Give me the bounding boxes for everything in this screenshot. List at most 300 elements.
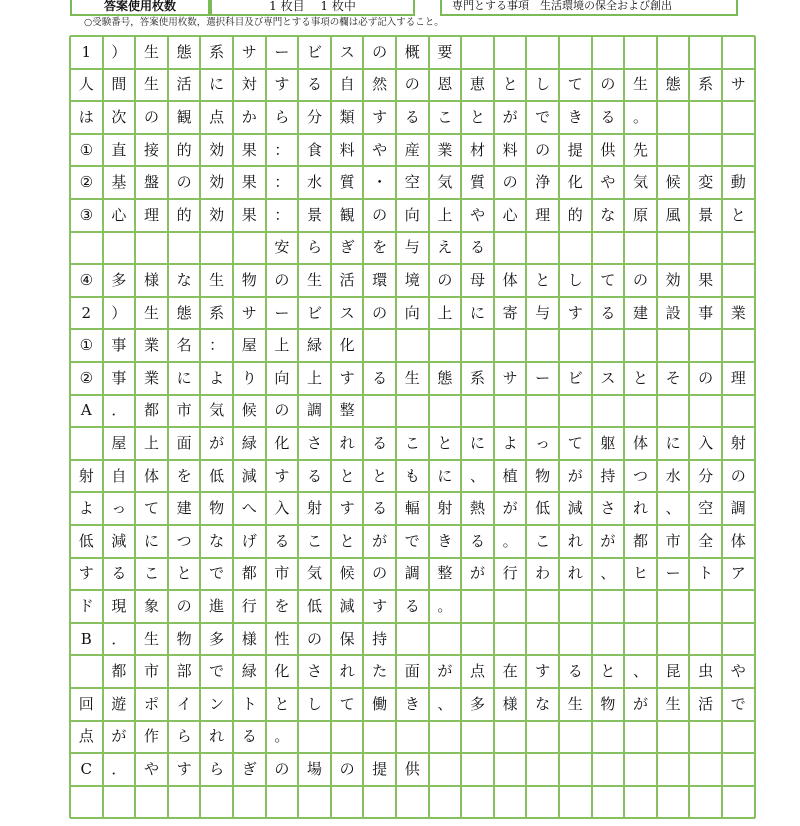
grid-cell-char: る [306,466,322,485]
grid-cell-char: 、 [469,466,485,485]
grid-cell-char: 減 [339,596,355,615]
grid-cell-char: 働 [372,694,388,713]
grid-cell-char: れ [567,564,583,583]
grid-cell-char: 上 [437,303,453,322]
grid-cell-char: と [730,205,746,224]
grid-cell-char: ー [665,564,681,583]
grid-cell-char: ら [306,238,322,257]
grid-cell-char: ト [698,564,714,583]
grid-cell-char: 系 [469,368,485,387]
grid-cell-char: 果 [241,140,257,159]
grid-cell-char: ④ [79,270,94,289]
grid-cell-char: の [176,596,192,615]
grid-cell-char: 屋 [241,336,257,355]
grid-cell-char: 効 [209,173,225,192]
grid-cell-char: 1 [81,42,92,61]
grid-cell-char: 緑 [241,662,257,681]
grid-cell-char: 浄 [535,173,551,192]
grid-cell-char: サ [730,75,746,94]
grid-cell-char: 行 [502,564,518,583]
grid-cell-char: ． [111,759,127,778]
grid-cell-char: 都 [111,662,127,681]
grid-cell-char: 回 [78,694,94,713]
grid-cell-char: と [437,433,453,452]
grid-cell-char: す [274,466,290,485]
grid-cell-char: っ [535,433,551,452]
grid-cell-char: 業 [143,368,159,387]
answer-sheet-header [0,0,800,32]
grid-cell-char: 低 [209,466,225,485]
grid-cell-char: 気 [437,173,453,192]
grid-cell-char: 心 [111,205,127,224]
grid-cell-char: が [632,694,648,713]
grid-cell-char: 候 [665,173,681,192]
grid-cell-char: 産 [404,140,420,159]
grid-cell-char: 効 [209,205,225,224]
grid-cell-char: ト [241,694,257,713]
grid-cell-char: 全 [698,531,714,550]
grid-cell-char: 熱 [469,499,485,518]
grid-cell-char: 調 [306,401,322,420]
grid-cell-char: 緑 [306,336,322,355]
grid-cell-char: ン [209,694,225,713]
grid-cell-char: や [372,140,388,159]
grid-cell-char: の [372,564,388,583]
grid-cell-char: 類 [339,107,355,126]
grid-cell-char: わ [535,564,551,583]
grid-cell-char: 基 [111,173,127,192]
grid-cell-char: る [111,564,127,583]
grid-cell-char: ス [339,42,355,61]
grid-cell-char: 現 [111,596,127,615]
grid-cell-char: 植 [502,466,518,485]
grid-cell-char: 持 [600,466,616,485]
grid-cell-char: 都 [241,564,257,583]
grid-cell-char: サ [502,368,518,387]
grid-cell-char: 射 [437,499,453,518]
grid-cell-char: 供 [600,140,616,159]
grid-cell-char: す [339,368,355,387]
grid-cell-char: を [274,596,290,615]
grid-cell-char: ら [209,759,225,778]
grid-cell-char: こ [437,107,453,126]
grid-cell-char: 射 [730,433,746,452]
grid-cell-char: が [111,727,127,746]
grid-cell-char: 安 [274,238,290,257]
grid-cell-char: 直 [111,140,127,159]
grid-cell-char: 物 [176,629,192,648]
grid-cell-char: 多 [209,629,225,648]
grid-cell-char: す [274,75,290,94]
grid-cell-char: ： [274,140,290,159]
grid-cell-char: ： [274,173,290,192]
grid-cell-char: が [209,433,225,452]
grid-cell-char: 的 [567,205,583,224]
grid-cell-char: 作 [143,727,159,746]
grid-cell-char: す [372,107,388,126]
grid-cell-char: 体 [502,270,518,289]
grid-cell-char: A [80,401,92,420]
grid-cell-char: 物 [209,499,225,518]
grid-cell-char: ： [274,205,290,224]
grid-cell-char: に [469,303,485,322]
grid-cell-char: 減 [241,466,257,485]
grid-cell-char: ア [730,564,746,583]
grid-cell-char: 態 [665,75,681,94]
grid-cell-char: っ [111,499,127,518]
grid-cell-char: を [176,466,192,485]
grid-cell-char: 概 [404,42,420,61]
grid-cell-char: 空 [404,173,420,192]
grid-cell-char: 態 [176,303,192,322]
grid-cell-char: る [241,727,257,746]
grid-cell-char: が [567,466,583,485]
grid-cell-char: も [404,466,420,485]
grid-cell-char: ② [79,173,94,192]
grid-cell-char: 活 [698,694,714,713]
grid-cell-char: へ [241,499,257,518]
grid-cell-char: ① [79,140,94,159]
grid-cell-char: 向 [274,368,290,387]
grid-cell-char: 心 [502,205,518,224]
grid-cell-char: に [469,433,485,452]
grid-cell-char: て [600,270,616,289]
grid-cell-char: 分 [698,466,714,485]
grid-cell-char: つ [176,531,192,550]
grid-cell-char: 寄 [502,303,518,322]
grid-cell-char: 風 [665,205,681,224]
grid-cell-char: ビ [567,368,583,387]
grid-cell-char: ー [274,303,290,322]
grid-cell-char: 、 [665,499,681,518]
grid-cell-char: の [274,270,290,289]
grid-cell-char: 点 [209,107,225,126]
grid-cell-char: る [404,107,420,126]
grid-cell-char: 向 [404,303,420,322]
grid-cell-char: る [567,662,583,681]
grid-cell-char: 自 [339,75,355,94]
specialty-field: 専門とする事項 生活環境の保全および創出 [440,0,738,16]
grid-cell-char: る [372,499,388,518]
grid-cell-char: に [176,368,192,387]
grid-cell-char: と [176,564,192,583]
grid-cell-char: 系 [209,42,225,61]
grid-cell-char: 上 [437,205,453,224]
grid-cell-char: る [372,433,388,452]
grid-cell-char: 料 [339,140,355,159]
grid-cell-char: て [143,499,159,518]
grid-cell-char: 生 [209,270,225,289]
grid-cell-char: 生 [143,303,159,322]
grid-cell-char: 景 [306,205,322,224]
grid-cell-char: 要 [437,42,453,61]
grid-cell-char: 、 [600,564,616,583]
grid-cell-char: 上 [306,368,322,387]
grid-cell-char: 減 [111,531,127,550]
grid-cell-char: 入 [274,499,290,518]
grid-cell-char: り [241,368,257,387]
grid-cell-char: る [404,596,420,615]
grid-cell-char: 生 [143,75,159,94]
grid-cell-char: が [437,662,453,681]
grid-cell-char: 果 [698,270,714,289]
grid-cell-char: 化 [274,662,290,681]
grid-cell-char: 、 [632,662,648,681]
grid-cell-char: れ [339,662,355,681]
grid-cell-char: 体 [632,433,648,452]
grid-cell-char: 都 [143,401,159,420]
sheet-count-label: 答案使用枚数 [70,0,210,16]
grid-cell-char: 質 [469,173,485,192]
grid-cell-char: 市 [176,401,192,420]
grid-cell-char: 供 [404,759,420,778]
grid-cell-char: 生 [143,629,159,648]
grid-cell-char: 建 [632,303,648,322]
grid-cell-char: 系 [698,75,714,94]
grid-cell-char: の [339,759,355,778]
grid-cell-char: 環 [372,270,388,289]
grid-cell-char: 象 [143,596,159,615]
grid-cell-char: 調 [404,564,420,583]
grid-cell-char: げ [241,531,257,550]
grid-cell-char: の [600,75,616,94]
grid-cell-char: 持 [372,629,388,648]
grid-cell-char: る [274,531,290,550]
grid-cell-char: す [535,662,551,681]
grid-cell-char: 接 [143,140,159,159]
grid-cell-char: の [274,401,290,420]
grid-cell-char: 市 [274,564,290,583]
grid-cell-char: 化 [567,173,583,192]
grid-cell-char: や [143,759,159,778]
grid-cell-char: 生 [665,694,681,713]
grid-cell-char: 観 [339,205,355,224]
grid-cell-char: え [437,238,453,257]
grid-cell-char: な [535,694,551,713]
grid-cell-char: き [567,107,583,126]
grid-cell-char: 水 [306,173,322,192]
grid-cell-char: 様 [241,629,257,648]
grid-cell-char: 提 [567,140,583,159]
grid-cell-char: が [502,107,518,126]
grid-cell-char: 然 [372,75,388,94]
grid-cell-char: ② [79,368,94,387]
grid-cell-char: 建 [176,499,192,518]
grid-cell-char: イ [176,694,192,713]
grid-cell-char: す [567,303,583,322]
sheet-number-field: 1 枚目 1 枚中 [210,0,415,16]
grid-cell-char: ぎ [241,759,257,778]
grid-cell-char: れ [339,433,355,452]
grid-cell-char: ド [78,596,94,615]
grid-cell-char: さ [306,662,322,681]
grid-cell-char: 恩 [437,75,453,94]
grid-cell-char: の [306,629,322,648]
grid-cell-char: 面 [176,433,192,452]
grid-cell-char: サ [241,303,257,322]
manuscript-grid [70,36,758,826]
grid-cell-char: 果 [241,173,257,192]
grid-cell-char: 生 [143,42,159,61]
grid-cell-char: 化 [274,433,290,452]
grid-cell-char: こ [535,531,551,550]
grid-cell-char: る [469,531,485,550]
grid-cell-char: 整 [437,564,453,583]
grid-cell-char: き [404,694,420,713]
grid-cell-char: に [143,531,159,550]
grid-cell-char: 理 [730,368,746,387]
grid-cell-char: 対 [241,75,257,94]
grid-cell-char: の [535,140,551,159]
grid-cell-char: 上 [274,336,290,355]
grid-cell-char: 多 [111,270,127,289]
grid-cell-char: が [469,564,485,583]
grid-cell-char: で [730,694,746,713]
grid-cell-char: に [665,433,681,452]
grid-cell-char: 業 [437,140,453,159]
grid-cell-char: 盤 [143,173,159,192]
grid-cell-char: 点 [78,727,94,746]
grid-cell-char: ビ [306,42,322,61]
grid-cell-char: 理 [535,205,551,224]
grid-cell-char: 。 [502,531,518,550]
grid-cell-char: の [372,205,388,224]
grid-cell-char: で [404,531,420,550]
grid-cell-char: の [698,368,714,387]
grid-cell-char: 与 [404,238,420,257]
grid-cell-char: 分 [306,107,322,126]
grid-cell-char: が [372,531,388,550]
grid-cell-char: 系 [209,303,225,322]
grid-cell-char: る [372,368,388,387]
grid-cell-char: 質 [339,173,355,192]
grid-cell-char: の [437,270,453,289]
grid-cell-char: 性 [274,629,290,648]
grid-cell-char: よ [78,499,94,518]
grid-hline [70,817,755,819]
grid-cell-char: 景 [698,205,714,224]
grid-cell-char: 生 [306,270,322,289]
grid-cell-char: る [600,303,616,322]
instruction-note: ○受験番号，答案使用枚数，選択科目及び専門とする事項の欄は必ず記入すること。 [84,17,444,28]
grid-cell-char: ら [176,727,192,746]
grid-cell-char: ・ [372,173,388,192]
grid-cell-char: 物 [241,270,257,289]
grid-cell-char: で [209,564,225,583]
grid-cell-char: さ [600,499,616,518]
grid-cell-char: 屋 [111,433,127,452]
grid-cell-char: の [632,270,648,289]
grid-cell-char: 、 [437,694,453,713]
grid-cell-char: 業 [730,303,746,322]
grid-cell-char: の [730,466,746,485]
grid-cell-char: ら [274,107,290,126]
grid-cell-char: 果 [241,205,257,224]
grid-cell-char: 2 [81,303,92,322]
grid-cell-char: 活 [339,270,355,289]
grid-cell-char: 体 [143,466,159,485]
grid-cell-char: 母 [469,270,485,289]
grid-cell-char: 空 [698,499,714,518]
grid-cell-char: に [209,75,225,94]
grid-cell-char: と [339,466,355,485]
grid-cell-char: C [80,759,93,778]
grid-cell-char: 動 [730,173,746,192]
grid-cell-char: 物 [535,466,551,485]
grid-cell-char: な [176,270,192,289]
grid-cell-char: ③ [79,205,94,224]
grid-cell-char: き [437,531,453,550]
grid-cell-char: 先 [632,140,648,159]
grid-cell-char: の [372,303,388,322]
grid-cell-char: て [567,75,583,94]
grid-cell-char: 保 [339,629,355,648]
grid-cell-char: ビ [306,303,322,322]
grid-cell-char: 昆 [665,662,681,681]
grid-cell-char: 様 [502,694,518,713]
grid-cell-char: 与 [535,303,551,322]
grid-cell-char: れ [209,727,225,746]
grid-cell-char: 低 [306,596,322,615]
grid-cell-char: か [241,107,257,126]
grid-cell-char: さ [306,433,322,452]
grid-cell-char: こ [404,433,420,452]
grid-cell-char: ． [111,629,127,648]
grid-cell-char: 在 [502,662,518,681]
grid-cell-char: ） [111,42,127,61]
grid-cell-char: 虫 [698,662,714,681]
grid-cell-char: 態 [437,368,453,387]
grid-cell-char: こ [306,531,322,550]
grid-cell-char: と [535,270,551,289]
grid-cell-char: 気 [632,173,648,192]
grid-cell-char: ① [79,336,94,355]
grid-cell-char: と [372,466,388,485]
grid-cell-char: 体 [730,531,746,550]
grid-cell-char: 入 [698,433,714,452]
grid-cell-char: 。 [274,727,290,746]
grid-cell-char: 進 [209,596,225,615]
grid-cell-char: と [274,694,290,713]
grid-cell-char: ス [339,303,355,322]
grid-cell-char: 化 [339,336,355,355]
grid-cell-char: 向 [404,205,420,224]
grid-cell-char: の [274,759,290,778]
grid-cell-char: 整 [339,401,355,420]
grid-cell-char: 態 [176,42,192,61]
grid-cell-char: 水 [665,466,681,485]
grid-cell-char: や [600,173,616,192]
grid-cell-char: る [600,107,616,126]
grid-cell-char: が [502,499,518,518]
grid-cell-char: 業 [143,336,159,355]
grid-cell-char: ー [535,368,551,387]
grid-cell-char: 事 [698,303,714,322]
grid-cell-char: の [176,173,192,192]
grid-cell-char: 都 [632,531,648,550]
grid-cell-char: は [78,107,94,126]
grid-cell-char: 提 [372,759,388,778]
grid-cell-char: 部 [176,662,192,681]
grid-cell-char: 恵 [469,75,485,94]
grid-cell-char: 原 [632,205,648,224]
grid-cell-char: で [209,662,225,681]
grid-cell-char: 上 [143,433,159,452]
grid-cell-char: 調 [730,499,746,518]
grid-cell-char: 食 [306,140,322,159]
grid-cell-char: 的 [176,140,192,159]
grid-cell-char: と [339,531,355,550]
